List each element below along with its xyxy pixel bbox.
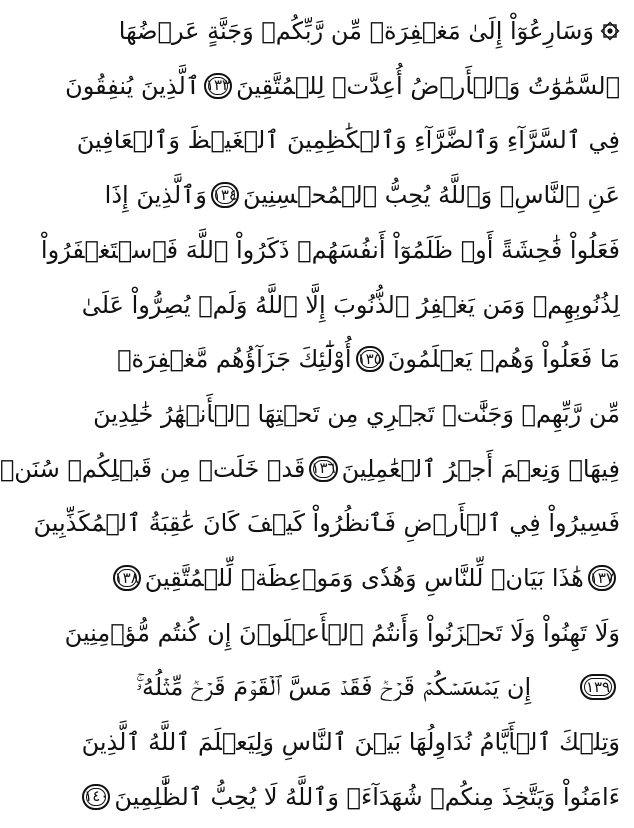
verse-text: فَسِيرُواْ فِي ٱلۡأَرۡضِ فَٱنظُرُواْ كَيۡفَ كَانَ عَٰقِبَةُ ٱلۡمُكَذِّبِينَ [33,509,620,538]
verse-line [93,389,620,439]
verse-line [81,717,620,767]
verse-text: ٱلَّذِينَ يُنفِقُونَ [65,71,200,100]
ayah-number: ١٤٠ [84,787,109,806]
ayah-number: ١٣٧ [589,568,614,587]
verse-text: ءَامَنُواْ وَيَتَّخِذَ مِنكُمۡ شُهَدَآءَۗ وَٱللَّهُ لَا يُحِبُّ ٱلظَّٰلِمِينَ [114,782,620,811]
verse-text: هَٰذَا بَيَانٞ لِّلنَّاسِ وَهُدٗى وَمَوۡعِظَةٞ لِّلۡمُتَّقِينَ [144,564,584,593]
ayah-number-marker [309,456,337,482]
verse-text: إِن يَمۡسَسۡكُمۡ قَرۡحٞ فَقَدۡ مَسَّ ٱلۡقَوۡمَ قَرۡحٞ مِّثۡلُهُۥۚ [136,673,532,702]
verse-text: وَتِلۡكَ ٱلۡأَيَّامُ نُدَاوِلُهَا بَيۡنَ ٱلنَّاسِ وَلِيَعۡلَمَ ٱللَّهُ ٱلَّذِينَ [81,728,620,757]
verse-text: قَدۡ خَلَتۡ مِن قَبۡلِكُمۡ سُنَنٞ [0,454,306,483]
verse-text: وَسَارِعُوٓاْ إِلَىٰ مَغۡفِرَةٖ مِّن رَّبِّكُمۡ وَجَنَّةٍ عَرۡضُهَا [118,17,594,45]
verse-text: لِذُنُوبِهِمۡ وَمَن يَغۡفِرُ ٱلذُّنُوبَ إِلَّا ٱللَّهُ وَلَمۡ يُصِرُّواْ عَلَىٰ [81,290,620,319]
verse-line [65,61,620,111]
verse-text: أُوْلَٰٓئِكَ جَزَآؤُهُم مَّغۡفِرَةٞ [117,345,352,374]
ayah-number: ١٣٨ [114,568,139,587]
mushaf-page [0,6,620,822]
verse-line [76,115,620,165]
verse-text: وَٱلَّذِينَ إِذَا [104,181,207,210]
ayah-number: ١٣٤ [212,185,238,204]
verse-line [33,498,620,548]
verse-text: وَلَا تَهِنُواْ وَلَا تَحۡزَنُواْ وَأَنتُمُ ٱلۡأَعۡلَوۡنَ إِن كُنتُم مُّؤۡمِنِينَ [64,618,620,647]
hizb-rub-icon [600,21,620,41]
verse-line [118,6,620,56]
ayah-number: ١٣٣ [205,76,231,95]
verse-line [0,444,620,494]
verse-text: فِيهَاۚ وَنِعۡمَ أَجۡرُ ٱلۡعَٰمِلِينَ [341,454,620,483]
verse-line [84,772,620,822]
verse-text: مِّن رَّبِّهِمۡ وَجَنَّٰتٞ تَجۡرِي مِن تَحۡتِهَا ٱلۡأَنۡهَٰرُ خَٰلِدِينَ [93,399,620,428]
verse-line [114,553,620,603]
verse-line [40,225,620,275]
verse-line [117,334,620,384]
ayah-number: ١٣٦ [311,459,336,478]
ayah-number-marker [204,73,232,99]
ayah-number-marker [356,346,384,372]
verse-line [81,280,620,330]
verse-text: فَعَلُواْ فَٰحِشَةً أَوۡ ظَلَمُوٓاْ أَنفُسَهُمۡ ذَكَرُواْ ٱللَّهَ فَٱسۡتَغۡفَرُواْ [40,235,620,264]
verse-text: مَا فَعَلُواْ وَهُمۡ يَعۡلَمُونَ [387,345,620,374]
verse-line [64,608,620,658]
verse-text: ٱلسَّمَٰوَٰتُ وَٱلۡأَرۡضُ أُعِدَّتۡ لِلۡمُتَّقِينَ [236,71,620,100]
ayah-number: ١٣٩ [585,677,611,696]
ayah-number-marker [588,565,616,591]
ayah-number-marker [113,565,141,591]
verse-line [104,170,620,220]
verse-text: عَنِ ٱلنَّاسِۗ وَٱللَّهُ يُحِبُّ ٱلۡمُحۡسِنِينَ [243,181,620,210]
ayah-number: ١٣٥ [357,349,382,368]
ayah-number-marker [82,784,110,810]
ayah-number-marker [211,182,239,208]
verse-text: فِي ٱلسَّرَّآءِ وَٱلضَّرَّآءِ وَٱلۡكَٰظِمِينَ ٱلۡغَيۡظَ وَٱلۡعَافِينَ [76,126,620,155]
ayah-number-marker [580,674,616,700]
verse-line [136,662,620,712]
